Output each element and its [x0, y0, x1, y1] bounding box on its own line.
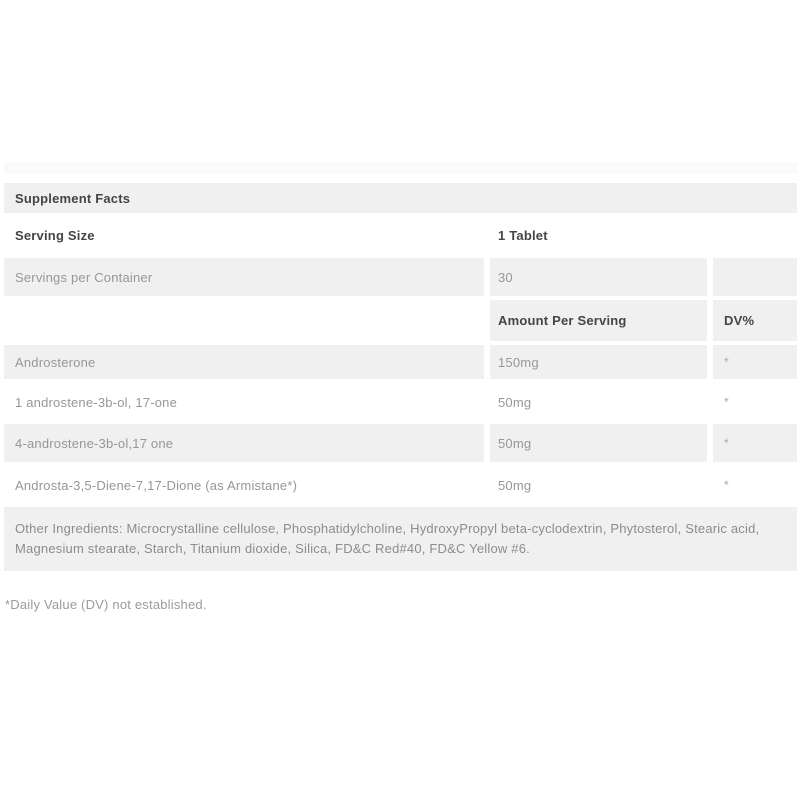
- column-header-amount: Amount Per Serving: [484, 300, 707, 341]
- ingredient-amount: 50mg: [484, 465, 707, 505]
- daily-value-footnote: *Daily Value (DV) not established.: [5, 597, 207, 612]
- column-header-empty: [4, 300, 484, 341]
- ingredient-name: Androsta-3,5-Diene-7,17-Dione (as Armistane*): [4, 465, 484, 505]
- ingredient-amount: 50mg: [484, 383, 707, 421]
- table-row-other-ingredients: [4, 507, 797, 571]
- servings-per-container-value: 30: [484, 258, 707, 296]
- ingredient-dv: *: [707, 345, 797, 379]
- other-ingredients-text: Other Ingredients: Microcrystalline cellulose, Phosphatidylcholine, HydroxyPropyl beta-cyclodextrin, Phytosterol, Stearic acid, Magnesium stearate, Starch, Titanium dioxide, Silica, FD&C Red#40, FD&C Yellow #6.: [4, 507, 797, 571]
- table-row-servings-per-container: [4, 258, 797, 296]
- supplement-facts-table: [4, 183, 797, 575]
- ingredient-row: [4, 345, 797, 379]
- servings-per-container-label: Servings per Container: [4, 258, 484, 296]
- ingredient-dv: *: [707, 424, 797, 462]
- ingredient-row: [4, 383, 797, 421]
- serving-size-dv-cell: [707, 217, 797, 254]
- ingredient-dv: *: [707, 383, 797, 421]
- ingredient-amount: 150mg: [484, 345, 707, 379]
- ingredient-amount: 50mg: [484, 424, 707, 462]
- ingredient-name: 4-androstene-3b-ol,17 one: [4, 424, 484, 462]
- table-row-serving-size: [4, 217, 797, 254]
- serving-size-label: Serving Size: [4, 217, 484, 254]
- column-header-dv: DV%: [707, 300, 797, 341]
- servings-per-container-dv-cell: [707, 258, 797, 296]
- ingredient-name: Androsterone: [4, 345, 484, 379]
- ingredient-row: [4, 465, 797, 505]
- table-row-column-headers: [4, 300, 797, 341]
- ingredient-dv: *: [707, 465, 797, 505]
- table-top-strip: [4, 162, 797, 174]
- ingredient-name: 1 androstene-3b-ol, 17-one: [4, 383, 484, 421]
- serving-size-value: 1 Tablet: [484, 217, 707, 254]
- ingredient-row: [4, 424, 797, 462]
- table-title: Supplement Facts: [4, 183, 797, 213]
- table-row-title: [4, 183, 797, 213]
